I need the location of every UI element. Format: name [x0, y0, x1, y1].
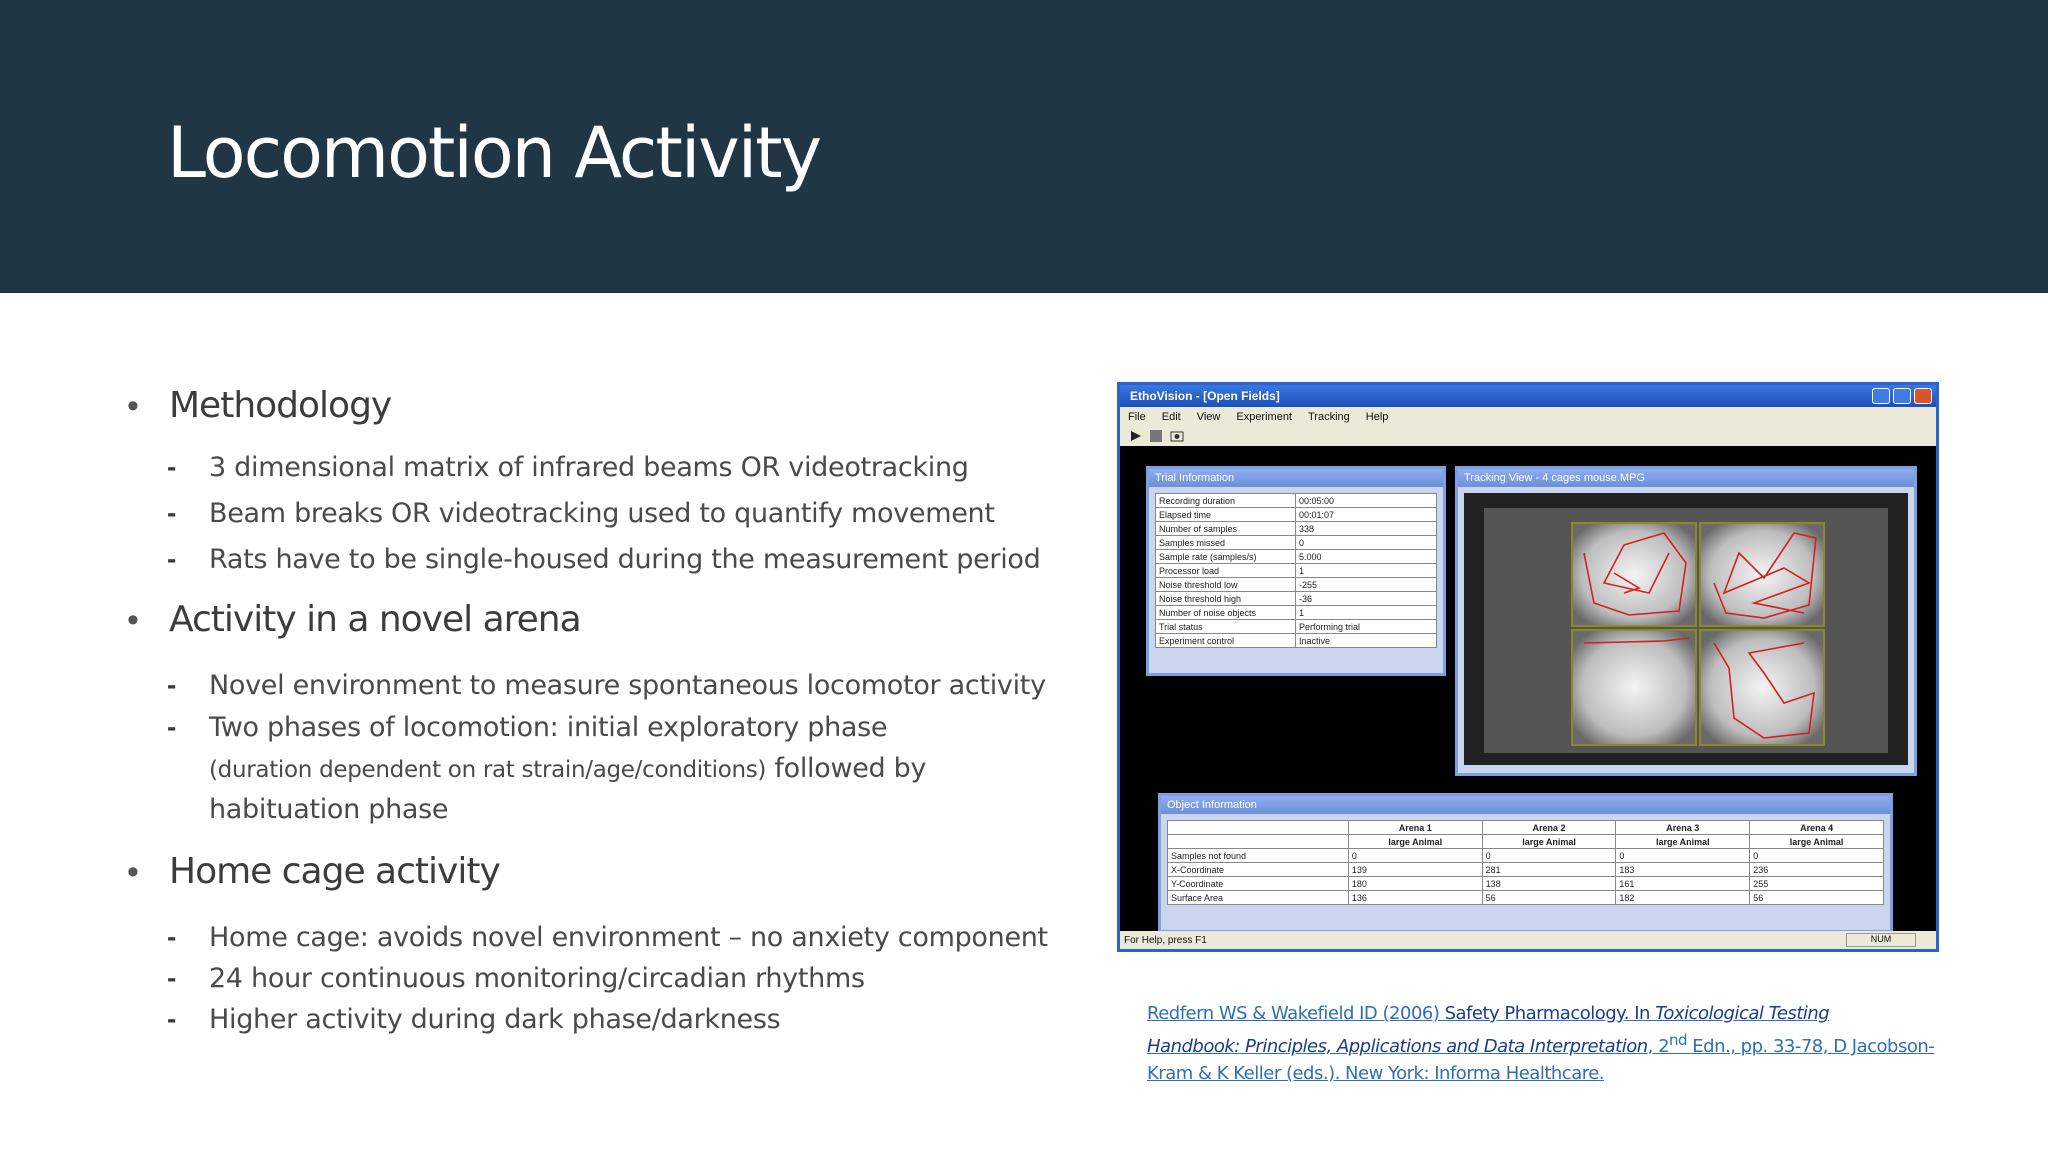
- list-item-text: Novel environment to measure spontaneous locomotor activity: [209, 670, 1046, 701]
- list-item: [167, 958, 1049, 999]
- table-cell: Noise threshold low: [1156, 578, 1296, 592]
- table-row: [1156, 494, 1437, 508]
- dash-mark: -: [167, 962, 177, 993]
- table-cell: 0: [1296, 536, 1437, 550]
- table-cell: Arena 2: [1482, 821, 1616, 835]
- table-cell: Processor load: [1156, 564, 1296, 578]
- table-cell: 138: [1482, 877, 1616, 891]
- slide-title: Locomotion Activity: [167, 112, 821, 194]
- citation-book-title: Toxicological Testing: [1655, 1003, 1830, 1024]
- window-controls: [1872, 388, 1936, 404]
- table-row: [1156, 606, 1437, 620]
- table-cell: 182: [1616, 891, 1750, 905]
- table-cell: Inactive: [1296, 634, 1437, 648]
- minimize-icon: [1872, 388, 1890, 404]
- table-cell: 0: [1750, 849, 1884, 863]
- table-row: [1156, 536, 1437, 550]
- dash-mark: -: [167, 711, 177, 742]
- table-cell: Performing trial: [1296, 620, 1437, 634]
- table-row: [1168, 821, 1884, 835]
- table-cell: 180: [1348, 877, 1482, 891]
- list-item-continuation: [209, 748, 1049, 791]
- table-cell: -255: [1296, 578, 1437, 592]
- citation-editors: Kram & K Keller (eds.). New York: Informa Healthcare.: [1147, 1063, 1605, 1084]
- paren-note: (duration dependent on rat strain/age/conditions): [209, 757, 767, 783]
- table-cell: 00:01:07: [1296, 508, 1437, 522]
- table-cell: Y-Coordinate: [1168, 877, 1349, 891]
- table-row: [1156, 620, 1437, 634]
- table-cell: X-Coordinate: [1168, 863, 1349, 877]
- table-cell: 1: [1296, 564, 1437, 578]
- app-menubar: [1120, 407, 1936, 426]
- table-cell: Elapsed time: [1156, 508, 1296, 522]
- app-statusbar: [1120, 931, 1936, 949]
- list-item-continuation: [209, 789, 1049, 830]
- list-item: [167, 917, 1049, 958]
- arena-tracks-image: [1464, 493, 1908, 765]
- citation-edition: , 2: [1647, 1036, 1670, 1057]
- table-cell: [1168, 821, 1349, 835]
- table-cell: 0: [1482, 849, 1616, 863]
- menu-file: File: [1128, 410, 1146, 423]
- bullet-dot: •: [127, 853, 139, 891]
- panel-title: Tracking View - 4 cages mouse.MPG: [1458, 469, 1914, 487]
- table-cell: large Animal: [1750, 835, 1884, 849]
- dash-mark: -: [167, 1003, 177, 1034]
- bullet-heading: Activity in a novel arena: [169, 599, 581, 640]
- reference-citation[interactable]: [1147, 1000, 1977, 1087]
- table-cell: Experiment control: [1156, 634, 1296, 648]
- list-item: [167, 539, 1049, 580]
- list-item-text: habituation phase: [209, 794, 449, 825]
- camera-icon: [1170, 430, 1184, 442]
- list-item: [167, 665, 1049, 706]
- panel-title: Trial Information: [1149, 469, 1443, 487]
- dash-mark: -: [167, 497, 177, 528]
- table-row: [1156, 634, 1437, 648]
- list-item-text: Higher activity during dark phase/darkness: [209, 1004, 781, 1035]
- table-cell: 0: [1616, 849, 1750, 863]
- dash-mark: -: [167, 669, 177, 700]
- maximize-icon: [1893, 388, 1911, 404]
- table-cell: large Animal: [1348, 835, 1482, 849]
- table-cell: 5.000: [1296, 550, 1437, 564]
- list-item-text: 24 hour continuous monitoring/circadian rhythms: [209, 963, 865, 994]
- dash-mark: -: [167, 543, 177, 574]
- table-row: [1168, 835, 1884, 849]
- list-item-text: Beam breaks OR videotracking used to quantify movement: [209, 498, 995, 529]
- table-row: [1168, 863, 1884, 877]
- bullet-heading: Methodology: [169, 385, 392, 426]
- tracking-video: [1464, 493, 1908, 765]
- object-info-panel: [1158, 793, 1893, 933]
- table-row: [1156, 564, 1437, 578]
- citation-pages: Edn., pp. 33-78, D Jacobson-: [1687, 1036, 1935, 1057]
- panel-title: Object Information: [1161, 796, 1890, 814]
- dash-mark: -: [167, 451, 177, 482]
- table-cell: Samples missed: [1156, 536, 1296, 550]
- list-item-text: Rats have to be single-housed during the measurement period: [209, 544, 1041, 575]
- table-cell: large Animal: [1616, 835, 1750, 849]
- table-cell: Samples not found: [1168, 849, 1349, 863]
- table-cell: 338: [1296, 522, 1437, 536]
- list-item: [167, 447, 1049, 488]
- table-cell: 00:05:00: [1296, 494, 1437, 508]
- app-titlebar: [1120, 385, 1936, 407]
- citation-chapter: Safety Pharmacology. In: [1444, 1003, 1656, 1024]
- bullet-methodology: [127, 385, 391, 426]
- table-cell: Sample rate (samples/s): [1156, 550, 1296, 564]
- list-item: [167, 493, 1049, 534]
- table-row: [1156, 550, 1437, 564]
- table-cell: [1168, 835, 1349, 849]
- list-item: [167, 707, 1049, 748]
- table-row: [1156, 522, 1437, 536]
- table-cell: 139: [1348, 863, 1482, 877]
- close-icon: [1914, 388, 1932, 404]
- table-row: [1168, 849, 1884, 863]
- app-workspace: [1120, 448, 1936, 916]
- table-cell: 183: [1616, 863, 1750, 877]
- bullet-novel-arena: [127, 599, 581, 640]
- status-indicator: NUM: [1846, 933, 1916, 947]
- table-cell: 136: [1348, 891, 1482, 905]
- bullet-heading: Home cage activity: [169, 851, 500, 892]
- table-row: [1168, 877, 1884, 891]
- list-item-text: Home cage: avoids novel environment – no anxiety component: [209, 922, 1048, 953]
- stop-icon: [1150, 430, 1162, 442]
- list-item-text: [209, 748, 1049, 791]
- tracking-view-panel: [1455, 466, 1917, 776]
- list-item: [167, 999, 1049, 1040]
- table-cell: 161: [1616, 877, 1750, 891]
- table-cell: 281: [1482, 863, 1616, 877]
- title-banner: [0, 0, 2048, 293]
- table-cell: Recording duration: [1156, 494, 1296, 508]
- object-table: [1167, 820, 1884, 905]
- continuation-text: followed by: [766, 753, 927, 784]
- citation-book-subtitle: Handbook: Principles, Applications and Data Interpretation: [1147, 1036, 1648, 1057]
- table-cell: 255: [1750, 877, 1884, 891]
- table-cell: large Animal: [1482, 835, 1616, 849]
- table-row: [1156, 592, 1437, 606]
- menu-experiment: Experiment: [1236, 410, 1292, 423]
- table-cell: -36: [1296, 592, 1437, 606]
- bullet-home-cage: [127, 851, 500, 892]
- app-toolbar: [1120, 426, 1936, 446]
- trial-table: [1155, 493, 1437, 648]
- table-cell: 1: [1296, 606, 1437, 620]
- list-item-text: Two phases of locomotion: initial exploratory phase: [209, 712, 888, 743]
- table-cell: 236: [1750, 863, 1884, 877]
- table-cell: 0: [1348, 849, 1482, 863]
- list-item-text: 3 dimensional matrix of infrared beams OR videotracking: [209, 452, 969, 483]
- table-cell: Trial status: [1156, 620, 1296, 634]
- table-cell: Number of samples: [1156, 522, 1296, 536]
- citation-edition-sup: nd: [1669, 1031, 1688, 1049]
- table-cell: Number of noise objects: [1156, 606, 1296, 620]
- table-cell: 56: [1750, 891, 1884, 905]
- bullet-dot: •: [127, 387, 139, 425]
- table-cell: Arena 3: [1616, 821, 1750, 835]
- app-title: EthoVision - [Open Fields]: [1130, 389, 1280, 403]
- table-cell: 56: [1482, 891, 1616, 905]
- table-cell: Arena 4: [1750, 821, 1884, 835]
- table-cell: Noise threshold high: [1156, 592, 1296, 606]
- table-row: [1156, 508, 1437, 522]
- menu-help: Help: [1365, 410, 1389, 423]
- ethovision-screenshot: [1117, 382, 1939, 952]
- menu-tracking: Tracking: [1308, 410, 1350, 423]
- citation-authors: Redfern WS & Wakefield ID (2006): [1147, 1003, 1445, 1024]
- bullet-dot: •: [127, 601, 139, 639]
- dash-mark: -: [167, 921, 177, 952]
- table-row: [1156, 578, 1437, 592]
- status-text: For Help, press F1: [1124, 934, 1207, 946]
- play-icon: [1130, 430, 1142, 442]
- table-cell: Surface Area: [1168, 891, 1349, 905]
- trial-info-panel: [1146, 466, 1446, 676]
- menu-edit: Edit: [1161, 410, 1181, 423]
- menu-view: View: [1196, 410, 1221, 423]
- table-row: [1168, 891, 1884, 905]
- table-cell: Arena 1: [1348, 821, 1482, 835]
